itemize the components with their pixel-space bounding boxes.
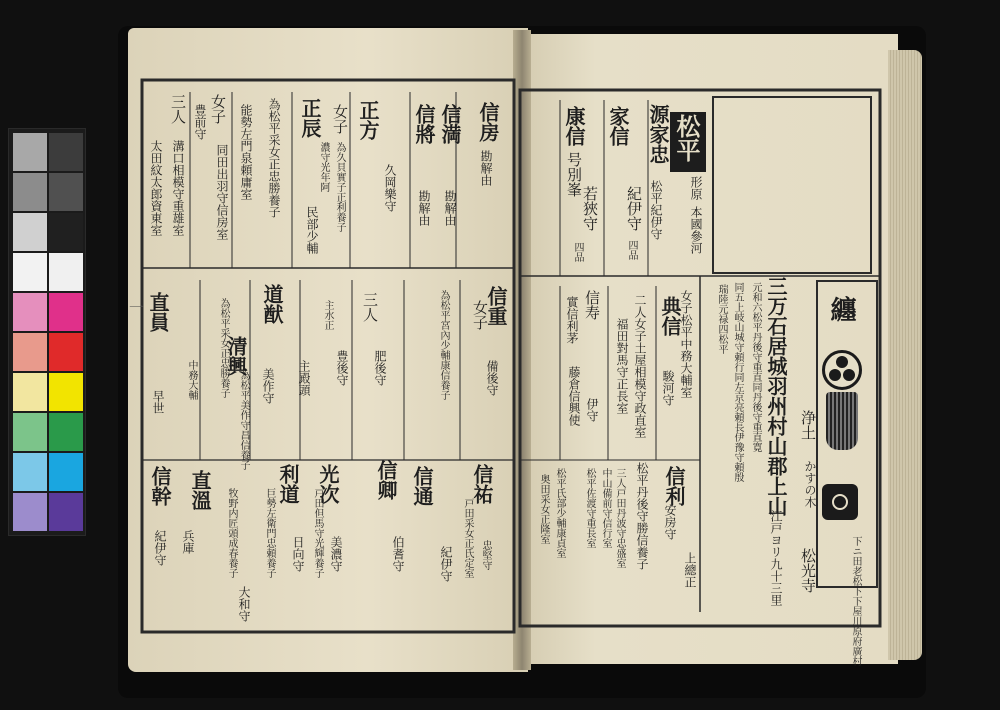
left-lower-sub-2: 日向守 bbox=[291, 536, 305, 572]
left-upper-sub-8: 能勢左門泉頼庸室 bbox=[239, 104, 253, 200]
left-lower-13: 利道 bbox=[276, 464, 300, 504]
head-col-8: 康信 bbox=[562, 106, 586, 146]
crest-label: 纏 bbox=[826, 296, 856, 322]
left-lower-sub-16: 戸田采女正氏定室 bbox=[462, 498, 473, 578]
fief-distance: 江戸ヨリ九十三里 bbox=[769, 510, 783, 606]
temple-sect: 浄土 bbox=[799, 410, 817, 440]
left-upper-sub-12: 太田紋太郎資東室 bbox=[149, 140, 163, 236]
left-lower-5: 女子 bbox=[471, 300, 489, 330]
left-upper-1: 信満 bbox=[438, 104, 462, 144]
left-lower-sub-15: 忠堅守 bbox=[480, 540, 491, 570]
left-upper-sub-7: 為松平采女正忠勝養子 bbox=[267, 98, 281, 218]
lower-col-10: 三人戸田丹波守忠盛室 bbox=[614, 468, 625, 568]
left-upper-6: 女子 bbox=[209, 94, 227, 124]
head-col-12: 信利 bbox=[662, 466, 686, 506]
left-lower-18: 早世 bbox=[151, 390, 165, 414]
left-lower-17: 兵庫 bbox=[181, 530, 195, 554]
left-lower-11: 信通 bbox=[410, 466, 434, 506]
head-col-9: 号別峯 bbox=[565, 152, 583, 197]
left-lower-2: 信卿 bbox=[374, 460, 398, 500]
left-lower-sub-10: 中務大輔 bbox=[186, 360, 197, 400]
left-upper-0: 信房 bbox=[476, 102, 500, 142]
left-lower-8: 為松平采女正忠勝養子 bbox=[218, 298, 229, 398]
tassel-icon bbox=[826, 392, 858, 450]
lower-col-7: 伊守 bbox=[585, 398, 599, 422]
left-lower-7: 為松平宮內少輔康信養子 bbox=[438, 290, 449, 400]
lower-col-9: 藤倉信興使 bbox=[567, 366, 581, 426]
lower-col-3: 福田對馬守正長室 bbox=[615, 318, 629, 414]
lower-col-2: 二人女子土屋相模守政直室 bbox=[633, 294, 647, 438]
left-upper-sub-2: 勘解由 bbox=[417, 190, 431, 226]
left-lower-6: 三人 bbox=[361, 292, 379, 322]
left-lower-sub-12: 戸田但馬守光輝養子 bbox=[312, 488, 323, 578]
blank-cartouche bbox=[712, 96, 872, 274]
lower-col-8: 實信利茅 bbox=[565, 296, 579, 344]
lower-col-1: 駿河守 bbox=[661, 370, 675, 406]
left-lower-9: 清興 bbox=[224, 336, 248, 376]
left-lower-15: 信幹 bbox=[148, 466, 172, 506]
left-lower-sub-1: 美濃守 bbox=[329, 536, 343, 572]
family-crest-icon bbox=[822, 350, 862, 390]
left-upper-sub-4: 為久貝實子正利養子 bbox=[334, 142, 345, 232]
house-title: 松平 bbox=[672, 114, 701, 162]
left-lower-sub-11: 主水正 bbox=[322, 300, 333, 330]
left-upper-7: 三人 bbox=[169, 94, 187, 124]
left-lower-sub-13: 巨勢左衛門忠頼養子 bbox=[264, 488, 275, 578]
left-upper-sub-9: 同田出羽守信房室 bbox=[215, 144, 229, 240]
left-lower-1: 信祐 bbox=[470, 464, 494, 504]
head-col-2: 源家忠 bbox=[646, 104, 670, 164]
left-lower-sub-7: 備後守 bbox=[485, 360, 499, 396]
left-upper-sub-11: 溝口相模守重雄室 bbox=[171, 140, 185, 236]
head-col-11: 典信 bbox=[658, 296, 682, 336]
lower-col-14: 奥田采女正隆室 bbox=[538, 474, 549, 544]
left-lower-12: 光次 bbox=[316, 464, 340, 504]
lower-col-12: 松平佐渡守重長室 bbox=[584, 468, 595, 548]
left-lower-sub-5: 肥後守 bbox=[373, 350, 387, 386]
lower-col-13: 松平氏部少輔康貞室 bbox=[554, 468, 565, 558]
head-col-7: 若狹守 bbox=[581, 186, 599, 231]
left-lower-3: 道猷 bbox=[260, 284, 284, 324]
left-lower-sub-4: 紀伊守 bbox=[439, 546, 453, 582]
lower-col-15: 上總正 bbox=[683, 552, 697, 588]
stamp-crest-icon bbox=[822, 484, 858, 520]
fief-note-0: 元和六松平丹後守重直同丹後守重直寛 bbox=[750, 282, 761, 452]
left-lower-sub-9: 主殿頭 bbox=[297, 360, 311, 396]
left-upper-2: 信將 bbox=[412, 104, 436, 144]
head-col-3: 松平紀伊守 bbox=[649, 180, 663, 240]
left-lower-sub-3: 大和守 bbox=[237, 586, 251, 622]
left-upper-sub-3: 久岡樂守 bbox=[383, 164, 397, 212]
temple-name: 松光寺 bbox=[799, 548, 817, 593]
hometown: かすの木 bbox=[803, 460, 817, 508]
stamp-note: 下ニ田老松下下屋川原府廣村 bbox=[850, 536, 861, 666]
fief-heading: 三万石居城羽州村山郡上山 bbox=[764, 276, 788, 516]
left-upper-sub-6: 濃守光年阿 bbox=[318, 142, 329, 192]
left-upper-3: 正方 bbox=[356, 100, 380, 140]
left-lower-sub-6: 豊後守 bbox=[335, 350, 349, 386]
head-col-6: 家信 bbox=[606, 106, 630, 146]
left-lower-0: 信重 bbox=[484, 286, 508, 326]
left-upper-sub-5: 民部少輔 bbox=[305, 206, 319, 254]
head-col-10: 四品 bbox=[572, 242, 583, 262]
left-lower-sub-0: 伯耆守 bbox=[391, 536, 405, 572]
margin-mark: 一 bbox=[127, 300, 145, 315]
left-lower-4: 直員 bbox=[146, 292, 170, 332]
left-upper-5: 正辰 bbox=[298, 98, 322, 138]
left-lower-sub-8: 美作守 bbox=[261, 368, 275, 404]
left-lower-16: 紀伊守 bbox=[153, 530, 167, 566]
left-upper-sub-10: 豊前守 bbox=[193, 104, 207, 140]
head-col-0: 形原 bbox=[689, 176, 703, 200]
lower-col-6: 松平丹後守勝信養子 bbox=[635, 462, 649, 570]
head-col-4: 紀伊守 bbox=[625, 186, 643, 231]
left-upper-sub-0: 勘解由 bbox=[479, 150, 493, 186]
lower-col-5: 安房守 bbox=[663, 504, 677, 540]
left-lower-10: 為松平美作守昌信養子 bbox=[238, 370, 249, 470]
left-upper-4: 女子 bbox=[331, 104, 349, 134]
left-lower-14: 直溫 bbox=[188, 470, 212, 510]
head-col-5: 四品 bbox=[626, 240, 637, 260]
lower-col-11: 中山備前守信行室 bbox=[600, 468, 611, 548]
head-col-1: 本國參河 bbox=[689, 206, 703, 254]
left-upper-sub-1: 勘解由 bbox=[443, 190, 457, 226]
fief-note-2: 瑞陸元禄四松平 bbox=[716, 284, 727, 354]
left-lower-sub-14: 牧野内匠頭成春養子 bbox=[226, 488, 237, 578]
fief-note-1: 同五上岐山城守頼行同左京亮頼長伊豫守頼殷 bbox=[732, 282, 743, 482]
lower-col-0: 女子松平中務大輔室 bbox=[679, 290, 693, 398]
lower-col-4: 信寿 bbox=[583, 290, 601, 320]
